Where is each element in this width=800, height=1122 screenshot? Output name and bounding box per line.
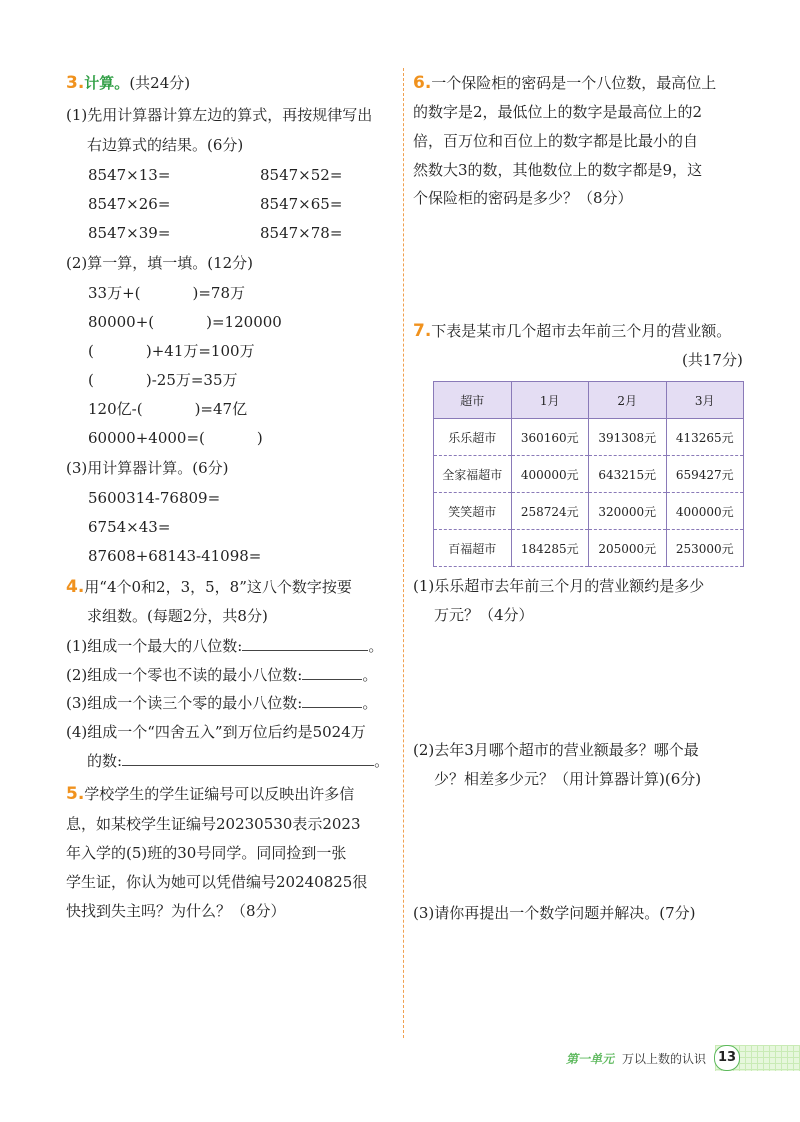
q4-item-1-answer-line[interactable] bbox=[242, 636, 368, 651]
sales-table bbox=[433, 381, 744, 567]
q4-item-4-end: 。 bbox=[374, 752, 390, 770]
q4-item-1-end: 。 bbox=[368, 637, 384, 655]
q6-number: 6. bbox=[413, 73, 432, 93]
q3-p2-row1 bbox=[88, 283, 245, 303]
table-cell: 400000元 bbox=[511, 456, 589, 493]
q4-number: 4. bbox=[66, 577, 85, 597]
q6-line1 bbox=[413, 73, 716, 93]
q3-p1-right-1: 8547×52= bbox=[260, 166, 343, 184]
q3-p2-row3 bbox=[88, 341, 255, 361]
q3-heading bbox=[66, 73, 190, 93]
q3-p1-left-2: 8547×26= bbox=[88, 195, 171, 213]
table-cell-store: 笑笑超市 bbox=[434, 493, 512, 530]
q4-item-3-end: 。 bbox=[362, 694, 378, 712]
table-cell: 360160元 bbox=[511, 419, 589, 456]
q4-item-4-text: 的数: bbox=[87, 752, 123, 770]
table-cell: 205000元 bbox=[589, 530, 667, 567]
q3-p2-row1-right: )=78万 bbox=[192, 284, 246, 302]
table-row bbox=[434, 493, 744, 530]
q4-line1-text: 用“4个0和2，3，5，8”这八个数字按要 bbox=[84, 578, 352, 596]
q6-line5: 个保险柜的密码是多少？（8分） bbox=[413, 189, 633, 207]
q3-p2-row3-left: ( bbox=[88, 342, 94, 360]
q3-p2-row4-right: )-25万=35万 bbox=[145, 371, 238, 389]
q5-line1 bbox=[66, 784, 354, 804]
table-cell-store: 乐乐超市 bbox=[434, 419, 512, 456]
q3-p2-row2-right: )=120000 bbox=[206, 313, 282, 331]
table-header-cell: 超市 bbox=[434, 382, 512, 419]
q3-p2-head: (2)算一算，填一填。(12分) bbox=[66, 254, 254, 272]
q3-p2-row3-right: )+41万=100万 bbox=[145, 342, 255, 360]
q4-item-1-text: (1)组成一个最大的八位数: bbox=[66, 637, 243, 655]
q7-line1-text: 下表是某市几个超市去年前三个月的营业额。 bbox=[431, 322, 732, 340]
q6-line3: 倍，百万位和百位上的数字都是比最小的自 bbox=[413, 132, 699, 150]
q5-line1-text: 学校学生的学生证编号可以反映出许多信 bbox=[84, 785, 355, 803]
table-cell: 320000元 bbox=[589, 493, 667, 530]
q3-p3-head: (3)用计算器计算。(6分) bbox=[66, 459, 229, 477]
q3-title: 计算。 bbox=[84, 74, 130, 92]
q7-sub1-line1: (1)乐乐超市去年前三个月的营业额约是多少 bbox=[413, 577, 705, 595]
q3-p2-row2 bbox=[88, 312, 282, 332]
q5-line4: 学生证，你认为她可以凭借编号20240825很 bbox=[66, 873, 368, 891]
table-cell: 659427元 bbox=[666, 456, 744, 493]
q4-item-1 bbox=[66, 636, 383, 656]
table-cell-store: 全家福超市 bbox=[434, 456, 512, 493]
q3-p1-right-2: 8547×65= bbox=[260, 195, 343, 213]
q3-p1-left-1: 8547×13= bbox=[88, 166, 171, 184]
q7-sub2-line1: (2)去年3月哪个超市的营业额最多？哪个最 bbox=[413, 741, 699, 759]
q4-item-2 bbox=[66, 665, 377, 685]
q3-p3-item-2: 6754×43= bbox=[88, 518, 171, 536]
q5-number: 5. bbox=[66, 784, 85, 804]
q3-p1-left-3: 8547×39= bbox=[88, 224, 171, 242]
q7-points: (共17分) bbox=[682, 351, 743, 369]
q4-item-4b bbox=[87, 751, 389, 771]
q3-p2-row6-right: ) bbox=[256, 429, 263, 447]
q3-points: (共24分) bbox=[129, 74, 191, 92]
q3-p1-right-3: 8547×78= bbox=[260, 224, 343, 242]
table-cell: 391308元 bbox=[589, 419, 667, 456]
table-cell: 400000元 bbox=[666, 493, 744, 530]
q3-p2-row6-left: 60000+4000=( bbox=[88, 429, 205, 447]
q7-sub1-line2: 万元？（4分） bbox=[434, 606, 534, 624]
table-cell: 643215元 bbox=[589, 456, 667, 493]
q7-line1 bbox=[413, 321, 731, 341]
q5-line2: 息，如某校学生证编号20230530表示2023 bbox=[66, 815, 361, 833]
q4-item-3 bbox=[66, 693, 377, 713]
q4-item-2-end: 。 bbox=[362, 666, 378, 684]
q3-p3-item-1: 5600314-76809= bbox=[88, 489, 221, 507]
q3-p3-item-3: 87608+68143-41098= bbox=[88, 547, 262, 565]
q6-line1-text: 一个保险柜的密码是一个八位数，最高位上 bbox=[431, 74, 717, 92]
q3-p2-row1-left: 33万+( bbox=[88, 284, 141, 302]
q3-p1-line2: 右边算式的结果。(6分) bbox=[87, 136, 244, 154]
q4-item-3-text: (3)组成一个读三个零的最小八位数: bbox=[66, 694, 303, 712]
q3-p2-row6 bbox=[88, 428, 263, 448]
q3-p2-row4-left: ( bbox=[88, 371, 94, 389]
q4-line1 bbox=[66, 577, 352, 597]
q3-p2-row5-right: )=47亿 bbox=[194, 400, 248, 418]
q5-line3: 年入学的(5)班的30号同学。同同捡到一张 bbox=[66, 844, 347, 862]
q6-line2: 的数字是2，最低位上的数字是最高位上的2 bbox=[413, 103, 703, 121]
table-header-cell: 1月 bbox=[511, 382, 589, 419]
table-cell: 253000元 bbox=[666, 530, 744, 567]
table-cell: 184285元 bbox=[511, 530, 589, 567]
page-number: 13 bbox=[714, 1045, 740, 1071]
table-cell-store: 百福超市 bbox=[434, 530, 512, 567]
table-cell: 258724元 bbox=[511, 493, 589, 530]
q4-item-2-answer-line[interactable] bbox=[302, 665, 362, 680]
table-row bbox=[434, 530, 744, 567]
q3-p2-row4 bbox=[88, 370, 238, 390]
q5-line5: 快找到失主吗？为什么？（8分） bbox=[66, 902, 286, 920]
q4-item-2-text: (2)组成一个零也不读的最小八位数: bbox=[66, 666, 303, 684]
footer-chapter-title: 万以上数的认识 bbox=[622, 1052, 707, 1066]
table-header-cell: 2月 bbox=[589, 382, 667, 419]
table-row bbox=[434, 456, 744, 493]
q4-line2: 求组数。(每题2分，共8分) bbox=[87, 607, 268, 625]
q3-number: 3. bbox=[66, 73, 85, 93]
q7-number: 7. bbox=[413, 321, 432, 341]
q6-line4: 然数大3的数，其他数位上的数字都是9，这 bbox=[413, 161, 703, 179]
q3-p2-row5 bbox=[88, 399, 247, 419]
table-header-row bbox=[434, 382, 744, 419]
footer-unit-label: 第一单元 bbox=[566, 1052, 615, 1066]
q4-item-4-answer-line[interactable] bbox=[122, 751, 374, 766]
q3-p2-row2-left: 80000+( bbox=[88, 313, 155, 331]
table-cell: 413265元 bbox=[666, 419, 744, 456]
q3-p1-line1: (1)先用计算器计算左边的算式，再按规律写出 bbox=[66, 106, 373, 124]
table-row bbox=[434, 419, 744, 456]
column-divider bbox=[403, 68, 404, 1038]
q4-item-4a: (4)组成一个“四舍五入”到万位后约是5024万 bbox=[66, 723, 366, 741]
q4-item-3-answer-line[interactable] bbox=[302, 693, 362, 708]
q3-p2-row5-left: 120亿-( bbox=[88, 400, 143, 418]
q7-sub2-line2: 少？相差多少元？（用计算器计算)(6分) bbox=[434, 770, 702, 788]
q7-sub3: (3)请你再提出一个数学问题并解决。(7分) bbox=[413, 904, 696, 922]
table-header-cell: 3月 bbox=[666, 382, 744, 419]
